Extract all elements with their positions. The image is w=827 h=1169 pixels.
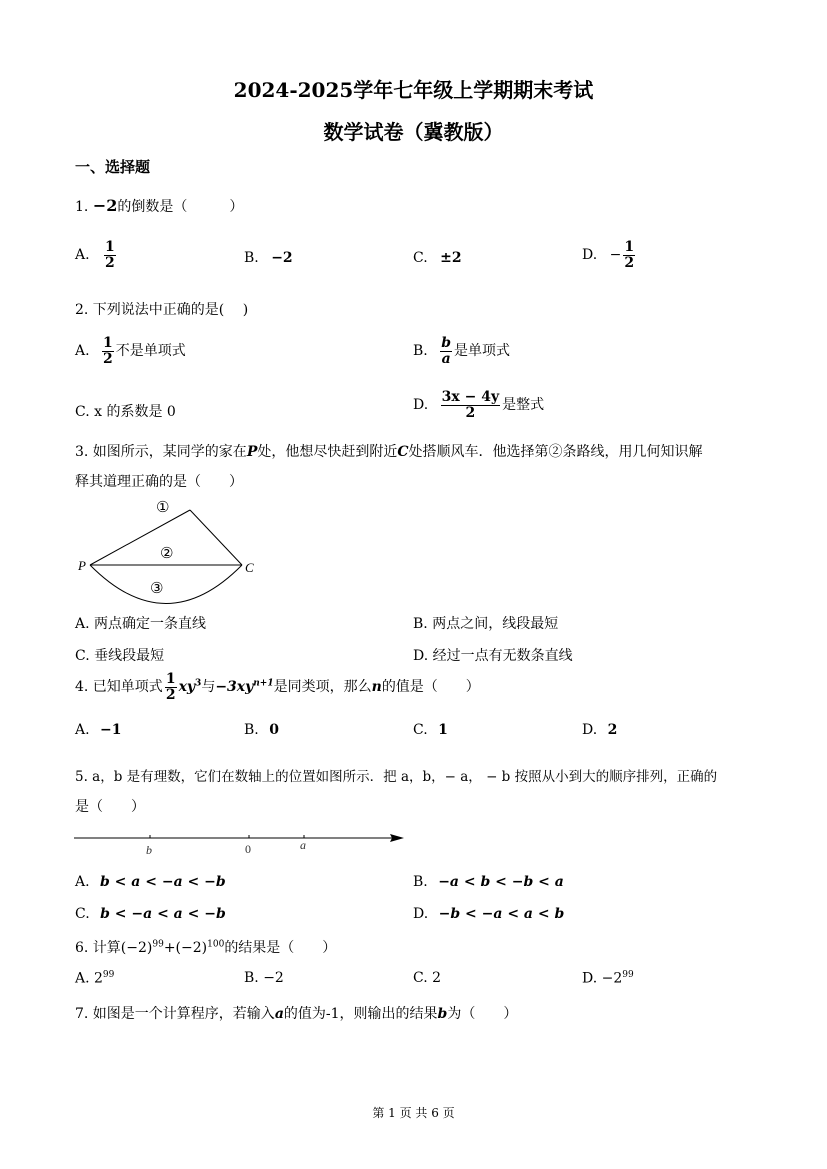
q2-option-c[interactable]: C. x 的系数是 0: [75, 404, 176, 420]
q3-option-d[interactable]: D. 经过一点有无数条直线: [413, 648, 573, 664]
question-3-line-1: 3. 如图所示，某同学的家在P处，他想尽快赶到附近C处搭顺风车．他选择第②条路线，用几何知识解: [75, 444, 703, 460]
q5-option-b[interactable]: B. −a < b < −b < a: [413, 874, 564, 890]
q6-option-a[interactable]: A. $2^{99}$: [75, 970, 115, 987]
tick-label-zero: 0: [245, 842, 251, 856]
question-6-stem: 6. 计算$(-2)^{99}+(-2)^{100}$的结果是（ ）: [75, 939, 337, 956]
question-2-stem: 2. 下列说法中正确的是( ): [75, 302, 249, 318]
q1-option-a[interactable]: A. $\frac{1}{2}$: [75, 239, 115, 271]
question-1-stem: 1. −2的倒数是（ ）: [75, 196, 244, 215]
route-1-segment-b: [190, 510, 242, 565]
number-line: [72, 826, 412, 860]
question-3-line-2: 释其道理正确的是（ ）: [75, 474, 243, 490]
route-3-label: ③: [150, 579, 164, 597]
q2-option-d[interactable]: D. $\frac{3x - 4y}{2}$ 是整式: [413, 389, 545, 421]
q4-option-d[interactable]: D. 2: [582, 722, 618, 738]
q3-option-c[interactable]: C. 垂线段最短: [75, 648, 165, 664]
point-c-label: C: [245, 560, 254, 575]
q6-option-c[interactable]: C. 2: [413, 970, 442, 986]
page-footer: 第 1 页 共 6 页: [372, 1106, 455, 1120]
q5-option-d[interactable]: D. −b < −a < a < b: [413, 906, 565, 922]
question-5-line-1: 5. a，b 是有理数，它们在数轴上的位置如图所示．把 a，b，− a， − b 按照从小到大的顺序排列，正确的: [75, 769, 718, 785]
q6-option-b[interactable]: B. −2: [244, 970, 284, 986]
question-7-stem: 7. 如图是一个计算程序，若输入a的值为-1，则输出的结果b为（ ）: [75, 1006, 518, 1022]
page-subtitle: 数学试卷（冀教版）: [323, 120, 504, 144]
section-heading: 一、选择题: [75, 158, 151, 176]
q3-option-b[interactable]: B. 两点之间，线段最短: [413, 616, 559, 632]
page-title: 2024-2025学年七年级上学期期末考试: [233, 78, 594, 102]
route-diagram: [70, 492, 270, 607]
route-1-label: ①: [156, 498, 170, 516]
question-5-line-2: 是（ ）: [75, 799, 145, 815]
q4-option-a[interactable]: A. −1: [75, 722, 122, 738]
q3-option-a[interactable]: A. 两点确定一条直线: [75, 616, 207, 632]
q5-option-c[interactable]: C. b < −a < a < −b: [75, 906, 226, 922]
q1-option-c[interactable]: C. ±2: [413, 250, 462, 266]
q1-option-d[interactable]: D. − $\frac{1}{2}$: [582, 239, 635, 271]
route-1-segment-a: [90, 510, 190, 565]
q2-option-a[interactable]: A. $\frac{1}{2}$ 不是单项式: [75, 335, 186, 367]
route-3-arc: [90, 565, 242, 604]
point-p-label: P: [78, 558, 86, 573]
q5-option-a[interactable]: A. b < a < −a < −b: [75, 874, 226, 890]
q4-option-b[interactable]: B. 0: [244, 722, 279, 738]
q4-option-c[interactable]: C. 1: [413, 722, 448, 738]
tick-label-a: a: [300, 838, 306, 852]
number-line-arrow: [390, 834, 404, 842]
q6-option-d[interactable]: D. $-2^{99}$: [582, 970, 634, 987]
q1-option-b[interactable]: B. −2: [244, 250, 293, 266]
route-2-label: ②: [160, 544, 174, 562]
q2-option-b[interactable]: B. $\frac{b}{a}$ 是单项式: [413, 335, 510, 367]
tick-label-b: b: [146, 843, 152, 857]
question-4-stem: 4. 已知单项式 $\frac{1}{2}$ $xy^3$与$-3xy^{n+1}$是同类项，那么n的值是（ ）: [75, 671, 480, 703]
